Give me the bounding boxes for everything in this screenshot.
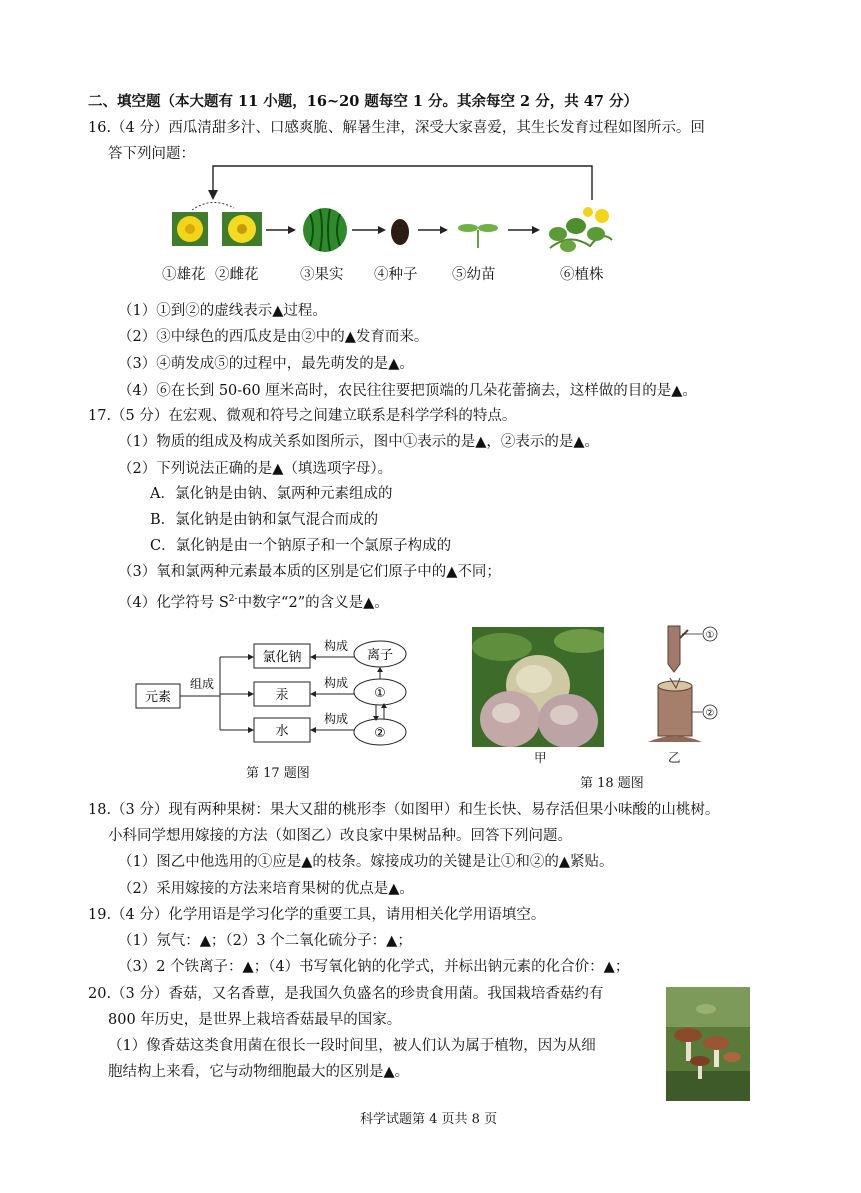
label-m2: ② [705,708,715,719]
q17-sub1: （1）物质的组成及构成关系如图所示，图中①表示的是▲，②表示的是▲。 [118,434,600,450]
male-flower-icon [172,212,208,246]
text-c1: ① [374,686,386,701]
text-zucheng: 组成 [189,677,215,691]
page-footer: 科学试题第 4 页共 8 页 [360,1112,498,1127]
q18-stem-line1: 18.（3 分）现有两种果树：果大又甜的桃形李（如图甲）和生长快、易存活但果小味酸的山桃树。 [88,802,720,818]
text-goucheng-1: 构成 [323,639,349,653]
q19-line1: （1）氖气：▲；（2）3 个二氧化硫分子：▲； [118,933,412,949]
q19-stem: 19.（4 分）化学用语是学习化学的重要工具，请用相关化学用语填空。 [88,907,546,923]
label-seedling: ⑤幼苗 [452,267,496,283]
label-fruit: ③果实 [300,267,344,283]
section-title: 二、填空题（本大题有 11 小题，16~20 题每空 1 分。其余每空 2 分，共 47 分） [88,93,638,110]
q20-sub1-line2: 胞结构上来看，它与动物细胞最大的区别是▲。 [108,1064,410,1080]
q17-stem: 17.（5 分）在宏观、微观和符号之间建立联系是科学学科的特点。 [88,408,517,424]
text-yuansu: 元素 [144,690,172,705]
q17-sub2: （2）下列说法正确的是▲（填选项字母）。 [118,461,393,477]
text-lizi: 离子 [366,648,394,663]
q18-sub1: （1）图乙中他选用的①应是▲的枝条。嫁接成功的关键是让①和②的▲紧贴。 [118,854,614,870]
label-yi: 乙 [668,750,681,765]
q17-sub4-a: （4）化学符号 S [118,594,229,611]
q16-sub4: （4）⑥在长到 50-60 厘米高时，农民往往要把顶端的几朵花蕾摘去，这样做的目的是▲。 [118,383,697,399]
mushroom-photo [666,987,750,1101]
label-m1: ① [705,630,715,641]
q17-option-c: C．氯化钠是由一个钠原子和一个氯原子构成的 [150,538,452,554]
label-male-flower: ①雄花 [162,267,206,283]
q20-stem-line1: 20.（3 分）香菇，又名香蕈，是我国久负盛名的珍贵食用菌。我国栽培香菇约有 [88,986,604,1002]
female-flower-icon [222,212,262,246]
text-gong: 汞 [275,688,289,703]
q17-option-a: A．氯化钠是由钠、氯两种元素组成的 [150,486,393,502]
q17-caption: 第 17 题图 [246,766,310,781]
q17-sub4-b: 中数字“2”的含义是▲。 [237,594,389,611]
label-female-flower: ②雌花 [215,267,259,283]
watermelon-plant-icon [549,207,612,252]
q19-line2: （3）2 个铁离子：▲；（4）书写氧化钠的化学式，并标出钠元素的化合价：▲； [118,959,630,975]
q17-sub3: （3）氧和氯两种元素最本质的区别是它们原子中的▲不同； [118,564,501,580]
q18-stem-line2: 小科同学想用嫁接的方法（如图乙）改良家中果树品种。回答下列问题。 [108,828,572,844]
label-seed: ④种子 [374,267,418,283]
label-jia: 甲 [534,750,547,765]
q18-caption: 第 18 题图 [580,776,644,791]
watermelon-fruit-icon [303,208,347,252]
seedling-icon [458,224,498,248]
q17-composition-diagram [130,632,430,752]
q16-sub3: （3）④萌发成⑤的过程中，最先萌发的是▲。 [118,356,414,372]
q16-stem-line1: 16.（4 分）西瓜清甜多汁、口感爽脆、解暑生津，深受大家喜爱，其生长发育过程如图所示。回 [88,120,705,136]
plum-photo [472,627,604,747]
text-goucheng-2: 构成 [323,676,349,690]
text-c2: ② [374,726,386,741]
q16-sub1: （1）①到②的虚线表示▲过程。 [118,303,327,319]
label-plant: ⑥植株 [560,267,604,283]
q20-sub1-line1: （1）像香菇这类食用菌在很长一段时间里，被人们认为属于植物，因为从细 [108,1038,596,1054]
q18-sub2: （2）采用嫁接的方法来培育果树的优点是▲。 [118,881,414,897]
text-lvhuana: 氯化钠 [262,650,302,665]
q16-sub2: （2）③中绿色的西瓜皮是由②中的▲发育而来。 [118,329,429,345]
grafting-figure [636,620,736,750]
q17-sub4 [118,589,389,613]
q17-sub4-sup: 2- [228,594,238,604]
q17-option-b: B．氯化钠是由钠和氯气混合而成的 [150,512,379,528]
q16-stem-line2: 答下列问题： [108,146,195,162]
seed-icon [391,219,409,245]
text-goucheng-3: 构成 [323,712,349,726]
q20-stem-line2: 800 年历史，是世界上栽培香菇最早的国家。 [108,1012,402,1028]
text-shui: 水 [275,724,289,739]
